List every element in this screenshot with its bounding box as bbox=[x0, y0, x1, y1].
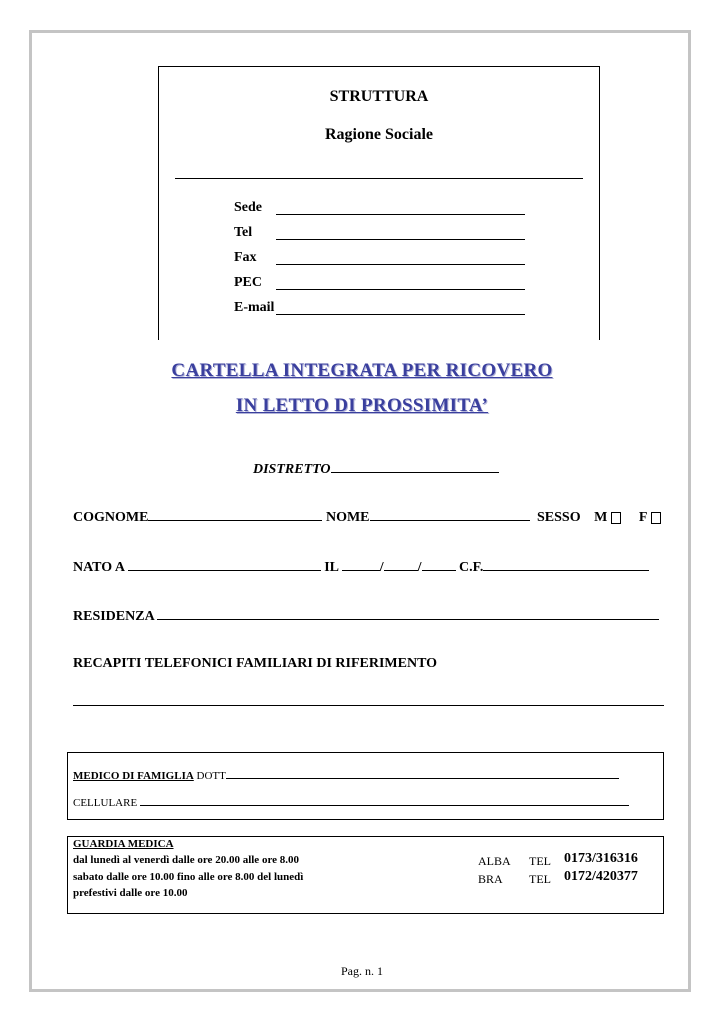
tel-field[interactable] bbox=[276, 239, 525, 240]
cf-label: C.F. bbox=[459, 560, 484, 575]
alba-phone: 0173/316316 bbox=[564, 851, 638, 866]
distretto-row bbox=[253, 459, 499, 478]
contact-label-sede: Sede bbox=[234, 200, 262, 215]
contact-label-email: E-mail bbox=[234, 300, 275, 315]
page-number: Pag. n. 1 bbox=[341, 964, 383, 978]
guardia-medica-box bbox=[67, 836, 664, 914]
fax-field[interactable] bbox=[276, 264, 525, 265]
guardia-hours-prefestivi: prefestivi dalle ore 10.00 bbox=[73, 887, 188, 899]
cellulare-label: CELLULARE bbox=[73, 797, 138, 809]
recapiti-field[interactable] bbox=[73, 705, 664, 706]
guardia-hours-weekend: sabato dalle ore 10.00 fino alle ore 8.00 del lunedì bbox=[73, 871, 304, 883]
cellulare-field[interactable] bbox=[140, 794, 629, 806]
year-field[interactable] bbox=[422, 557, 456, 571]
main-title-line1: CARTELLA INTEGRATA PER RICOVERO bbox=[171, 360, 553, 381]
medico-label: MEDICO DI FAMIGLIA bbox=[73, 770, 194, 782]
contact-label-tel: Tel bbox=[234, 225, 253, 240]
sesso-f-checkbox[interactable] bbox=[651, 512, 661, 524]
nato-row: NATO A IL / / C.F. bbox=[73, 557, 649, 576]
recapiti-label: RECAPITI TELEFONICI FAMILIARI DI RIFERIMENTO bbox=[73, 656, 438, 671]
pec-field[interactable] bbox=[276, 289, 525, 290]
contact-label-pec: PEC bbox=[234, 275, 262, 290]
cellulare-row bbox=[73, 794, 629, 809]
ragione-sociale-line[interactable] bbox=[175, 178, 583, 179]
medico-field[interactable] bbox=[226, 767, 619, 779]
alba-tel-label: TEL bbox=[529, 854, 551, 868]
nato-label: NATO A bbox=[73, 560, 125, 575]
guardia-hours-weekday: dal lunedì al venerdì dalle ore 20.00 alle ore 8.00 bbox=[73, 854, 300, 866]
bra-tel-label: TEL bbox=[529, 872, 551, 886]
bra-city: BRA bbox=[478, 872, 503, 886]
structure-subtitle: Ragione Sociale bbox=[325, 126, 433, 143]
main-title-line2: IN LETTO DI PROSSIMITA’ bbox=[235, 395, 489, 416]
cognome-field[interactable] bbox=[148, 507, 322, 521]
month-field[interactable] bbox=[384, 557, 418, 571]
contact-label-fax: Fax bbox=[234, 250, 257, 265]
luogo-nascita-field[interactable] bbox=[128, 557, 321, 571]
cognome-label: COGNOME bbox=[73, 510, 149, 525]
sesso-m-checkbox[interactable] bbox=[611, 512, 621, 524]
residenza-row bbox=[73, 606, 659, 625]
alba-city: ALBA bbox=[478, 854, 511, 868]
email-field[interactable] bbox=[276, 314, 525, 315]
nome-field[interactable] bbox=[370, 507, 530, 521]
sesso-m-label: M bbox=[594, 510, 608, 525]
dott-label: DOTT bbox=[196, 770, 226, 782]
sesso-f-label: F bbox=[638, 510, 648, 525]
medico-row bbox=[73, 767, 619, 782]
il-label: IL bbox=[324, 560, 339, 575]
bra-phone: 0172/420377 bbox=[564, 869, 638, 884]
nome-label: NOME bbox=[325, 510, 370, 525]
distretto-label: DISTRETTO bbox=[253, 462, 331, 477]
cf-field[interactable] bbox=[483, 557, 649, 571]
structure-box bbox=[158, 66, 600, 340]
structure-title: STRUTTURA bbox=[329, 88, 429, 105]
sede-field[interactable] bbox=[276, 214, 525, 215]
guardia-title: GUARDIA MEDICA bbox=[73, 838, 174, 850]
residenza-label: RESIDENZA bbox=[73, 609, 154, 624]
medico-box bbox=[67, 752, 664, 820]
residenza-field[interactable] bbox=[157, 606, 659, 620]
cognome-row bbox=[73, 507, 661, 526]
distretto-field[interactable] bbox=[331, 459, 499, 473]
day-field[interactable] bbox=[342, 557, 380, 571]
structure-top-rule bbox=[159, 66, 599, 67]
sesso-label: SESSO bbox=[537, 510, 581, 525]
